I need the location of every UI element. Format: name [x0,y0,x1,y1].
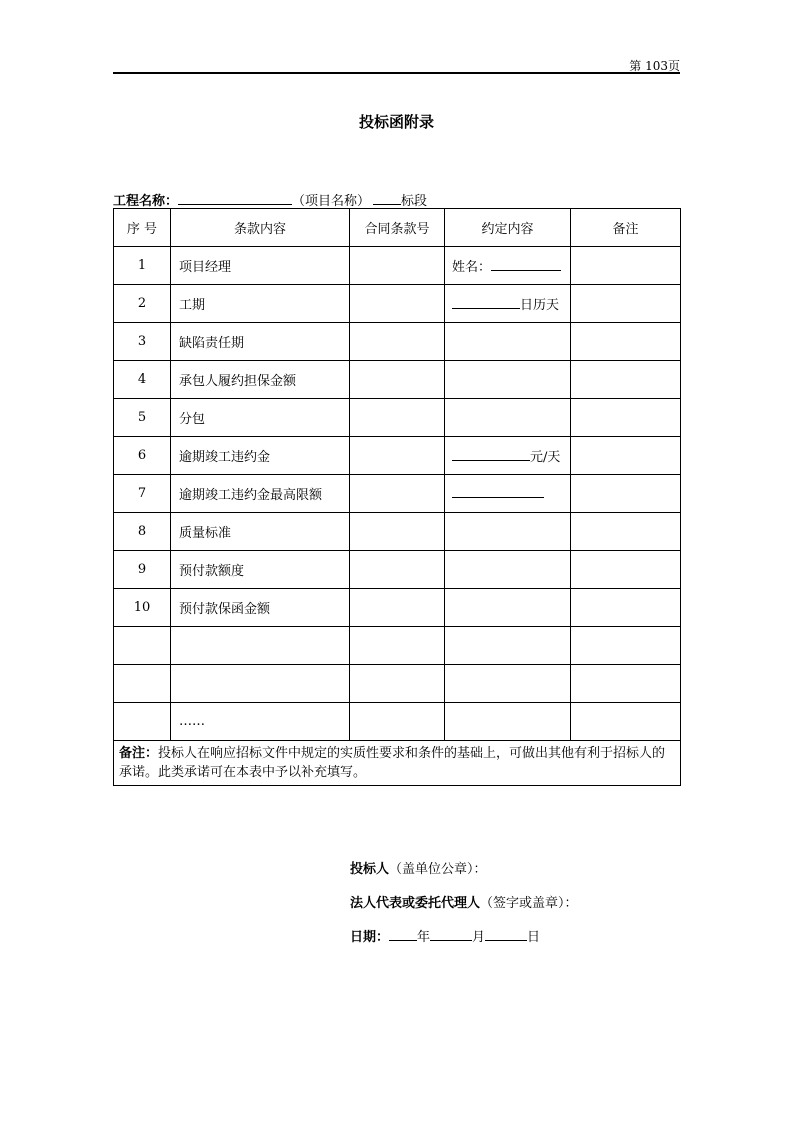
content-blank[interactable] [452,296,520,309]
day-label: 日 [527,930,541,945]
table-row [114,475,681,513]
row-no [114,627,171,665]
date-label: 日期： [350,930,390,945]
table-row [114,627,681,665]
row-clause[interactable] [350,361,445,399]
legal-rep-label: 法人代表或委托代理人 [350,896,481,911]
row-no [114,665,171,703]
project-name-blank[interactable] [178,192,292,205]
table-row [114,513,681,551]
row-clause[interactable] [350,665,445,703]
project-name-suffix: （项目名称） [292,194,371,209]
bidder-label: 投标人 [350,862,390,877]
header-clause: 合同条款号 [350,209,445,247]
row-remark[interactable] [571,475,681,513]
row-item: 预付款保函金额 [171,589,350,627]
row-clause[interactable] [350,437,445,475]
table-body [114,247,681,741]
row-item: 逾期竣工违约金最高限额 [171,475,350,513]
row-content[interactable] [445,589,571,627]
table-row [114,437,681,475]
year-blank[interactable] [389,928,417,941]
row-content[interactable] [445,323,571,361]
row-clause[interactable] [350,589,445,627]
table-row [114,399,681,437]
row-clause[interactable] [350,551,445,589]
content-blank[interactable] [452,485,544,498]
row-remark[interactable] [571,665,681,703]
table-row [114,551,681,589]
bidder-line [350,858,578,892]
row-remark[interactable] [571,361,681,399]
row-content[interactable] [445,665,571,703]
row-content[interactable] [445,285,571,323]
row-clause[interactable] [350,627,445,665]
row-remark[interactable] [571,513,681,551]
year-label: 年 [417,930,431,945]
row-clause[interactable] [350,513,445,551]
table-row [114,665,681,703]
note-text: 投标人在响应招标文件中规定的实质性要求和条件的基础上，可做出其他有利于招标人的承诺。此类承诺可在本表中予以补充填写。 [119,746,666,780]
row-remark[interactable] [571,551,681,589]
row-remark[interactable] [571,399,681,437]
note-cell [114,741,681,786]
row-clause[interactable] [350,247,445,285]
row-content[interactable] [445,703,571,741]
row-no: 10 [114,589,171,627]
row-remark[interactable] [571,437,681,475]
content-blank[interactable] [491,258,561,271]
row-content[interactable] [445,551,571,589]
table-row [114,703,681,741]
row-no: 8 [114,513,171,551]
header-remark: 备注 [571,209,681,247]
date-line [350,926,578,960]
row-no [114,703,171,741]
row-item: …… [171,703,350,741]
content-blank[interactable] [452,448,530,461]
row-item: 逾期竣工违约金 [171,437,350,475]
legal-rep-note: （签字或盖章）： [480,896,578,911]
row-content[interactable] [445,437,571,475]
bidder-note: （盖单位公章）： [389,862,487,877]
table-row [114,285,681,323]
row-clause[interactable] [350,285,445,323]
row-no: 1 [114,247,171,285]
row-item: 缺陷责任期 [171,323,350,361]
document-title: 投标函附录 [358,113,434,131]
legal-rep-line [350,892,578,926]
row-item: 质量标准 [171,513,350,551]
row-remark[interactable] [571,627,681,665]
month-label: 月 [472,930,486,945]
project-name-label: 工程名称： [113,194,179,209]
row-remark[interactable] [571,703,681,741]
row-no: 9 [114,551,171,589]
row-item: 承包人履约担保金额 [171,361,350,399]
table-header-row [114,209,681,247]
month-blank[interactable] [430,928,472,941]
row-content[interactable] [445,361,571,399]
note-row [114,741,681,786]
row-item: 预付款额度 [171,551,350,589]
table-row [114,361,681,399]
row-clause[interactable] [350,399,445,437]
row-item: 项目经理 [171,247,350,285]
row-content[interactable] [445,399,571,437]
row-no: 7 [114,475,171,513]
day-blank[interactable] [485,928,527,941]
row-no: 5 [114,399,171,437]
row-remark[interactable] [571,247,681,285]
table-row [114,323,681,361]
table-row [114,589,681,627]
header-item: 条款内容 [171,209,350,247]
section-blank[interactable] [373,192,401,205]
row-no: 2 [114,285,171,323]
content-suffix: 元/天 [530,450,561,465]
row-item: 分包 [171,399,350,437]
row-item: 工期 [171,285,350,323]
row-remark[interactable] [571,285,681,323]
row-clause[interactable] [350,703,445,741]
header-no: 序 号 [114,209,171,247]
row-content[interactable] [445,627,571,665]
page-number: 第 103页 [629,59,680,73]
note-label: 备注： [119,746,159,761]
section-suffix: 标段 [401,194,428,209]
project-name-line [113,190,427,209]
content-suffix: 日历天 [520,298,560,313]
row-clause[interactable] [350,475,445,513]
row-no: 6 [114,437,171,475]
signature-block [350,858,578,960]
row-remark[interactable] [571,589,681,627]
row-no: 3 [114,323,171,361]
header-rule [113,72,680,74]
row-content[interactable] [445,475,571,513]
content-prefix: 姓名： [452,260,492,275]
appendix-table [113,208,681,786]
row-no: 4 [114,361,171,399]
row-remark[interactable] [571,323,681,361]
row-content[interactable] [445,513,571,551]
table-row [114,247,681,285]
row-clause[interactable] [350,323,445,361]
row-content[interactable] [445,247,571,285]
row-item [171,627,350,665]
row-item [171,665,350,703]
header-content: 约定内容 [445,209,571,247]
